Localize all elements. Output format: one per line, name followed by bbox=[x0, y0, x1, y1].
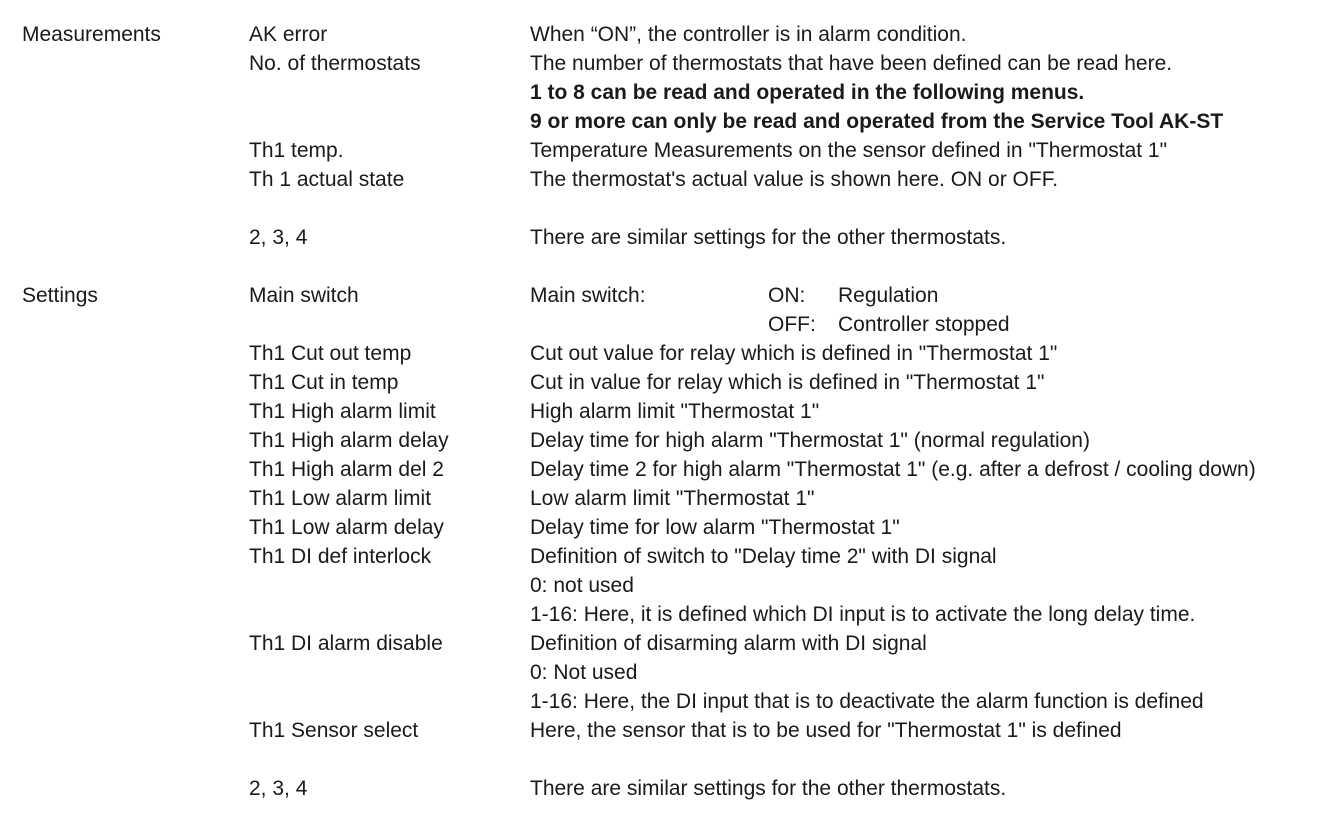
param-name: Th1 Low alarm limit bbox=[249, 487, 432, 510]
param-description: Low alarm limit "Thermostat 1" bbox=[530, 487, 815, 510]
param-description: Cut in value for relay which is defined in "Thermostat 1" bbox=[530, 371, 1045, 394]
param-name: Th1 High alarm del 2 bbox=[249, 458, 444, 481]
param-description: Delay time 2 for high alarm "Thermostat 1" (e.g. after a defrost / cooling down) bbox=[530, 458, 1256, 481]
param-name: 2, 3, 4 bbox=[249, 226, 308, 249]
param-description: Temperature Measurements on the sensor defined in "Thermostat 1" bbox=[530, 139, 1168, 162]
param-name: Th1 High alarm limit bbox=[249, 400, 436, 423]
param-name: AK error bbox=[249, 23, 328, 46]
param-description: Here, the sensor that is to be used for "Thermostat 1" is defined bbox=[530, 719, 1122, 742]
section-label-settings: Settings bbox=[22, 284, 98, 307]
param-description: Main switch: bbox=[530, 284, 646, 307]
param-name: 2, 3, 4 bbox=[249, 777, 308, 800]
option-key: OFF: bbox=[768, 313, 816, 336]
option-text: 0: Not used bbox=[530, 661, 638, 684]
param-name: Th1 Sensor select bbox=[249, 719, 419, 742]
param-name: Th1 Cut in temp bbox=[249, 371, 399, 394]
param-description: The thermostat's actual value is shown here. ON or OFF. bbox=[530, 168, 1059, 191]
param-name: No. of thermostats bbox=[249, 52, 421, 75]
param-description: Delay time for low alarm "Thermostat 1" bbox=[530, 516, 900, 539]
param-name: Th1 DI def interlock bbox=[249, 545, 432, 568]
section-label-measurements: Measurements bbox=[22, 23, 161, 46]
param-name: Th 1 actual state bbox=[249, 168, 405, 191]
option-value: Regulation bbox=[838, 284, 939, 307]
param-name: Th1 Cut out temp bbox=[249, 342, 412, 365]
param-description: The number of thermostats that have been defined can be read here. bbox=[530, 52, 1173, 75]
param-description: Delay time for high alarm "Thermostat 1" (normal regulation) bbox=[530, 429, 1090, 452]
param-name: Main switch bbox=[249, 284, 359, 307]
option-text: 1-16: Here, the DI input that is to deactivate the alarm function is defined bbox=[530, 690, 1204, 713]
param-name: Th1 DI alarm disable bbox=[249, 632, 443, 655]
param-name: Th1 High alarm delay bbox=[249, 429, 449, 452]
param-description: There are similar settings for the other thermostats. bbox=[530, 226, 1007, 249]
param-name: Th1 temp. bbox=[249, 139, 344, 162]
param-description: Cut out value for relay which is defined in "Thermostat 1" bbox=[530, 342, 1058, 365]
bold-note: 1 to 8 can be read and operated in the following menus. bbox=[530, 81, 1085, 104]
param-description: There are similar settings for the other thermostats. bbox=[530, 777, 1007, 800]
param-name: Th1 Low alarm delay bbox=[249, 516, 444, 539]
param-description: When “ON”, the controller is in alarm condition. bbox=[530, 23, 967, 46]
option-text: 1-16: Here, it is defined which DI input is to activate the long delay time. bbox=[530, 603, 1196, 626]
param-description: Definition of disarming alarm with DI signal bbox=[530, 632, 927, 655]
option-key: ON: bbox=[768, 284, 806, 307]
param-description: High alarm limit "Thermostat 1" bbox=[530, 400, 820, 423]
option-text: 0: not used bbox=[530, 574, 634, 597]
option-value: Controller stopped bbox=[838, 313, 1010, 336]
bold-note: 9 or more can only be read and operated from the Service Tool AK-ST bbox=[530, 110, 1224, 133]
param-description: Definition of switch to "Delay time 2" with DI signal bbox=[530, 545, 997, 568]
